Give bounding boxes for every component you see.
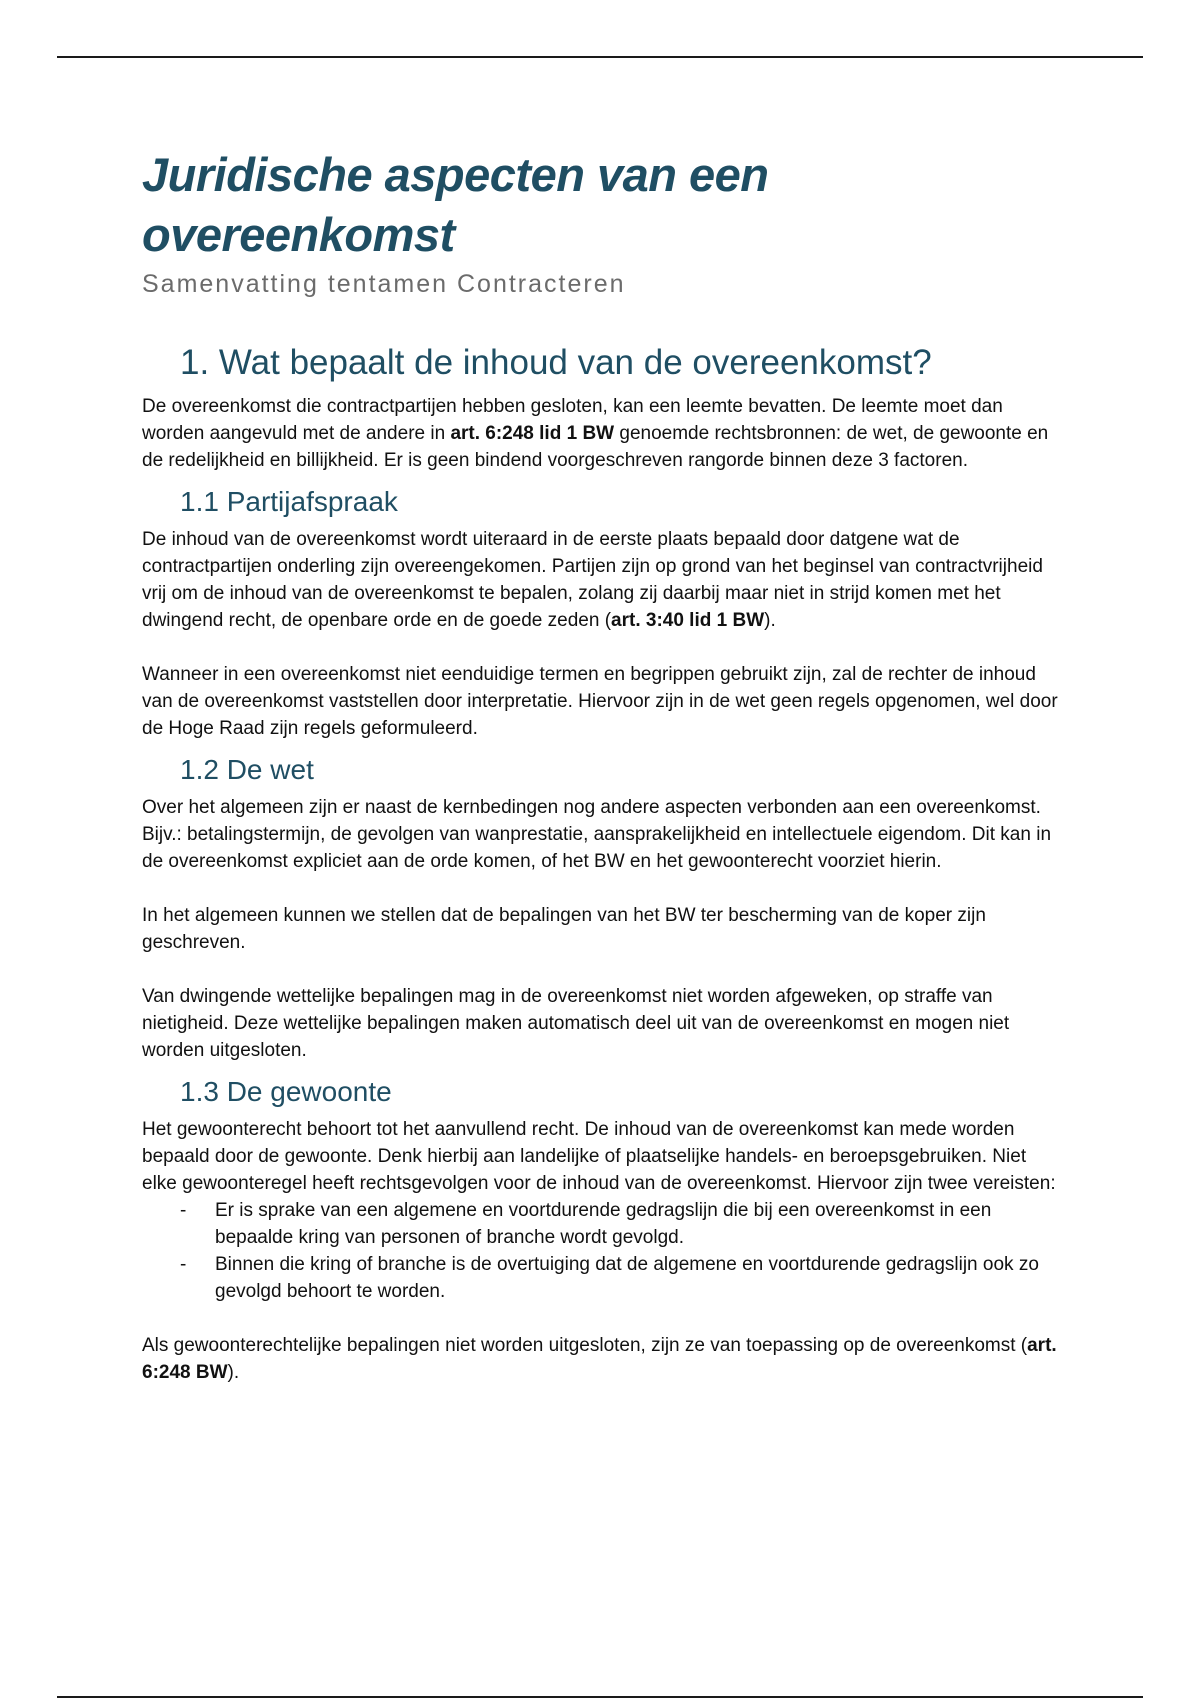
section-1-2-heading: 1.2 De wet bbox=[180, 754, 314, 785]
section-1-3-paragraph-1: Het gewoonterecht behoort tot het aanvullend recht. De inhoud van de overeenkomst kan mede worden bepaald door de gewoonte. Denk hierbij aan landelijke of plaatselijke handels- en beroepsgebruiken. Niet elke gewoonteregel heeft rechtsgevolgen voor de inhoud van de overeenkomst. Hiervoor zijn twee vereisten: bbox=[142, 1119, 1056, 1194]
section-1-2-paragraph-3: Van dwingende wettelijke bepalingen mag in de overeenkomst niet worden afgeweken, op straffe van nietigheid. Deze wettelijke bepalingen maken automatisch deel uit van de overeenkomst en mogen niet worden uitgesloten. bbox=[142, 986, 1010, 1061]
list-item: - Binnen die kring of branche is de overtuiging dat de algemene en voortdurende gedragslijn ook zo gevolgd behoort te worden. bbox=[142, 1251, 1062, 1305]
section-1-3-paragraph-2: Als gewoonterechtelijke bepalingen niet worden uitgesloten, zijn ze van toepassing op de overeenkomst (art. 6:248 BW). bbox=[142, 1335, 1057, 1383]
dash-marker: - bbox=[180, 1254, 187, 1275]
section-1-2-paragraph-1: Over het algemeen zijn er naast de kernbedingen nog andere aspecten verbonden aan een overeenkomst. Bijv.: betalingstermijn, de gevolgen van wanprestatie, aansprakelijkheid en intellectuele eigendom. Dit kan in de overeenkomst expliciet aan de orde komen, of het BW en het gewoonterecht voorziet hierin. bbox=[142, 797, 1052, 872]
section-1-paragraph: De overeenkomst die contractpartijen hebben gesloten, kan een leemte bevatten. De leemte moet dan worden aangevuld met de andere in art. 6:248 lid 1 BW genoemde rechtsbronnen: de wet, de gewoonte en de redelijkheid en billijkheid. Er is geen bindend voorgeschreven rangorde binnen deze 3 factoren. bbox=[142, 396, 1049, 471]
legal-reference: art. 6:248 BW bbox=[142, 1335, 1057, 1383]
document-title: Juridische aspecten van een overeenkomst bbox=[142, 148, 769, 261]
section-1-heading: 1. Wat bepaalt de inhoud van de overeenkomst? bbox=[180, 343, 932, 382]
section-1-1-heading: 1.1 Partijafspraak bbox=[180, 486, 398, 517]
document-subtitle: Samenvatting tentamen Contracteren bbox=[142, 270, 626, 298]
legal-reference: art. 6:248 lid 1 BW bbox=[450, 423, 615, 444]
section-1-2-paragraph-2: In het algemeen kunnen we stellen dat de bepalingen van het BW ter bescherming van de koper zijn geschreven. bbox=[142, 905, 986, 953]
document-body bbox=[142, 145, 1062, 1386]
footer-rule bbox=[57, 1696, 1143, 1698]
section-1-3-heading: 1.3 De gewoonte bbox=[180, 1076, 392, 1107]
dash-marker: - bbox=[180, 1200, 187, 1221]
requirements-list bbox=[142, 1197, 1062, 1305]
legal-reference: art. 3:40 lid 1 BW bbox=[611, 610, 765, 631]
section-1-1-paragraph-1: De inhoud van de overeenkomst wordt uiteraard in de eerste plaats bepaald door datgene wat de contractpartijen onderling zijn overeengekomen. Partijen zijn op grond van het beginsel van contractvrijheid vrij om de inhoud van de overeenkomst te bepalen, zolang zij daarbij maar niet in strijd komen met het dwingend recht, de openbare orde en de goede zeden (art. 3:40 lid 1 BW). bbox=[142, 529, 1043, 631]
section-1-1-paragraph-2: Wanneer in een overeenkomst niet eenduidige termen en begrippen gebruikt zijn, zal de rechter de inhoud van de overeenkomst vaststellen door interpretatie. Hiervoor zijn in de wet geen regels opgenomen, wel door de Hoge Raad zijn regels geformuleerd. bbox=[142, 664, 1058, 739]
header-rule bbox=[57, 56, 1143, 58]
list-item: - Er is sprake van een algemene en voortdurende gedragslijn die bij een overeenkomst in een bepaalde kring van personen of branche wordt gevolgd. bbox=[142, 1197, 1062, 1251]
